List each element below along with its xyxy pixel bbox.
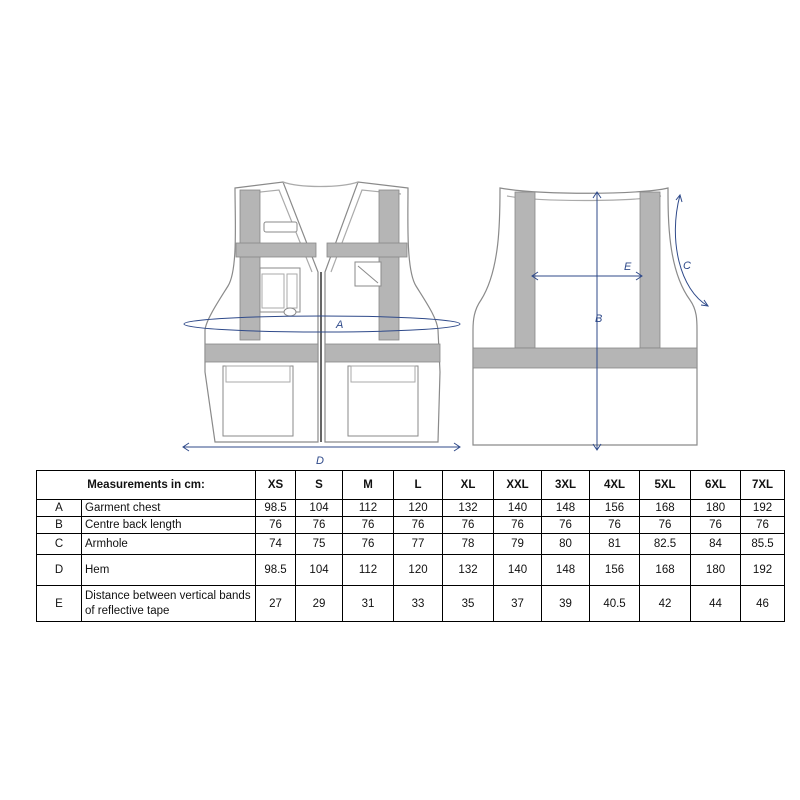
cell-value: 76 <box>741 517 785 534</box>
size-header-s: S <box>296 471 343 500</box>
size-header-xl: XL <box>443 471 494 500</box>
cell-value: 76 <box>590 517 640 534</box>
cell-value: 156 <box>590 555 640 586</box>
cell-value: 112 <box>343 500 394 517</box>
label-d: D <box>316 455 324 467</box>
size-table <box>36 470 785 622</box>
cell-value: 148 <box>542 555 590 586</box>
row-label: Armhole <box>82 534 256 555</box>
cell-value: 192 <box>741 500 785 517</box>
size-header-xxl: XXL <box>494 471 542 500</box>
table-header-label: Measurements in cm: <box>37 471 256 500</box>
cell-value: 140 <box>494 555 542 586</box>
cell-value: 76 <box>443 517 494 534</box>
cell-value: 27 <box>256 586 296 622</box>
cell-value: 112 <box>343 555 394 586</box>
cell-value: 33 <box>394 586 443 622</box>
label-a: A <box>336 319 344 331</box>
cell-value: 76 <box>343 534 394 555</box>
cell-value: 76 <box>494 517 542 534</box>
cell-value: 76 <box>296 517 343 534</box>
cell-value: 74 <box>256 534 296 555</box>
cell-value: 132 <box>443 500 494 517</box>
label-e: E <box>624 261 632 273</box>
size-header-4xl: 4XL <box>590 471 640 500</box>
cell-value: 80 <box>542 534 590 555</box>
cell-value: 85.5 <box>741 534 785 555</box>
row-label: Distance between vertical bands of reflective tape <box>82 586 256 622</box>
cell-value: 180 <box>691 555 741 586</box>
row-code: E <box>37 586 82 622</box>
row-code: A <box>37 500 82 517</box>
cell-value: 180 <box>691 500 741 517</box>
row-code: D <box>37 555 82 586</box>
cell-value: 75 <box>296 534 343 555</box>
row-label: Garment chest <box>82 500 256 517</box>
row-code: B <box>37 517 82 534</box>
cell-value: 84 <box>691 534 741 555</box>
cell-value: 29 <box>296 586 343 622</box>
size-header-3xl: 3XL <box>542 471 590 500</box>
cell-value: 120 <box>394 500 443 517</box>
cell-value: 76 <box>343 517 394 534</box>
cell-value: 104 <box>296 500 343 517</box>
table-row <box>37 517 785 534</box>
cell-value: 81 <box>590 534 640 555</box>
cell-value: 168 <box>640 500 691 517</box>
cell-value: 132 <box>443 555 494 586</box>
cell-value: 98.5 <box>256 500 296 517</box>
cell-value: 156 <box>590 500 640 517</box>
cell-value: 46 <box>741 586 785 622</box>
cell-value: 140 <box>494 500 542 517</box>
cell-value: 168 <box>640 555 691 586</box>
table-header-row <box>37 471 785 500</box>
cell-value: 148 <box>542 500 590 517</box>
cell-value: 76 <box>256 517 296 534</box>
size-header-xs: XS <box>256 471 296 500</box>
cell-value: 98.5 <box>256 555 296 586</box>
label-c: C <box>683 260 691 272</box>
row-label: Hem <box>82 555 256 586</box>
cell-value: 76 <box>542 517 590 534</box>
label-b: B <box>595 313 603 325</box>
table-row <box>37 586 785 622</box>
table-row <box>37 555 785 586</box>
cell-value: 104 <box>296 555 343 586</box>
row-code: C <box>37 534 82 555</box>
cell-value: 44 <box>691 586 741 622</box>
cell-value: 82.5 <box>640 534 691 555</box>
cell-value: 39 <box>542 586 590 622</box>
cell-value: 31 <box>343 586 394 622</box>
cell-value: 76 <box>640 517 691 534</box>
table-row <box>37 500 785 517</box>
cell-value: 77 <box>394 534 443 555</box>
size-header-5xl: 5XL <box>640 471 691 500</box>
size-header-m: M <box>343 471 394 500</box>
row-label: Centre back length <box>82 517 256 534</box>
cell-value: 37 <box>494 586 542 622</box>
cell-value: 76 <box>691 517 741 534</box>
cell-value: 40.5 <box>590 586 640 622</box>
size-header-7xl: 7XL <box>741 471 785 500</box>
cell-value: 42 <box>640 586 691 622</box>
cell-value: 192 <box>741 555 785 586</box>
cell-value: 79 <box>494 534 542 555</box>
size-header-l: L <box>394 471 443 500</box>
size-header-6xl: 6XL <box>691 471 741 500</box>
vest-back-view <box>473 188 697 445</box>
cell-value: 120 <box>394 555 443 586</box>
cell-value: 78 <box>443 534 494 555</box>
cell-value: 76 <box>394 517 443 534</box>
table-row <box>37 534 785 555</box>
cell-value: 35 <box>443 586 494 622</box>
